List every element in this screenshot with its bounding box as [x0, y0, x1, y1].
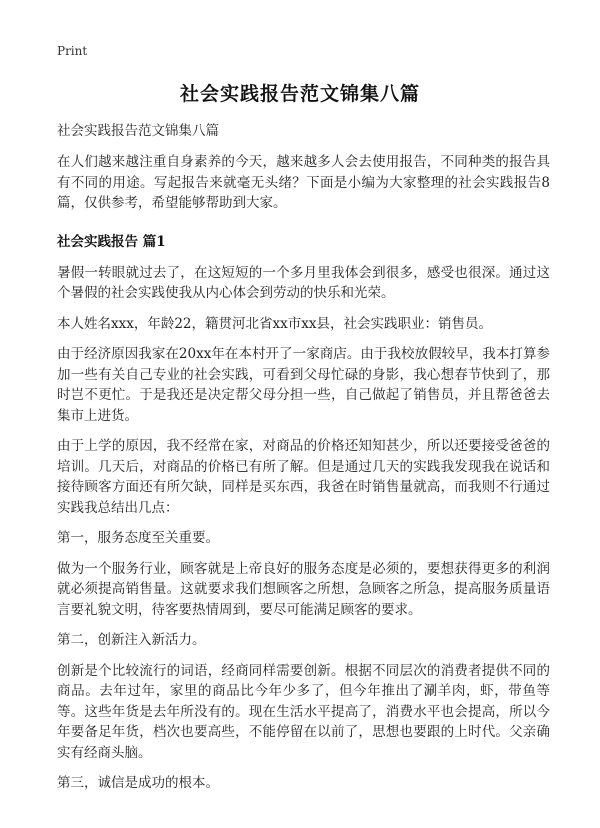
point-heading: 第二，创新注入新活力。	[57, 632, 206, 648]
section-heading: 社会实践报告 篇1	[57, 233, 166, 250]
paragraph: 本人姓名xxx，年龄22，籍贯河北省xx市xx县，社会实践职业：销售员。	[57, 315, 492, 332]
document-title: 社会实践报告范文锦集八篇	[179, 83, 420, 105]
paragraph: 暑假一转眼就过去了，在这短短的一个多月里我体会到很多，感受也很深。通过这个暑假的社会实践使我从内心体会到劳动的快乐和光荣。	[57, 264, 550, 301]
document-subtitle: 社会实践报告范文锦集八篇	[57, 123, 219, 139]
paragraph: 由于经济原因我家在20xx年在本村开了一家商店。由于我校放假较早，我本打算参加一些有关自己专业的社会实践，可看到父母忙碌的身影，我心想春节快到了，那时岂不更忙。于是我还是决定帮父母分担一些，自己做起了销售员，并且帮爸爸去集市上进货。	[57, 346, 550, 424]
intro-paragraph: 在人们越来越注重自身素养的今天，越来越多人会去使用报告，不同种类的报告具有不同的用途。写起报告来就毫无头绪？下面是小编为大家整理的社会实践报告8篇，仅供参考，希望能够帮助到大家。	[57, 154, 550, 211]
paragraph: 做为一个服务行业，顾客就是上帝良好的服务态度是必须的，要想获得更多的利润就必须提高销售量。这就要求我们想顾客之所想，急顾客之所急，提高服务质量语言要礼貌文明，待客要热情周到，要尽可能满足顾客的要求。	[57, 560, 550, 618]
point-heading: 第三，诚信是成功的根本。	[57, 775, 219, 791]
paragraph: 由于上学的原因，我不经常在家，对商品的价格还知知甚少，所以还要接受爸爸的培训。几天后，对商品的价格已有所了解。但是通过几天的实践我发现我在说话和接待顾客方面还有所欠缺，同样是买东西，我爸在时销售量就高，而我则不行通过实践我总结出几点：	[57, 438, 550, 516]
document-body	[57, 121, 550, 804]
point-heading: 第一，服务态度至关重要。	[57, 530, 219, 546]
paragraph: 创新是个比较流行的词语，经商同样需要创新。根据不同层次的消费者提供不同的商品。去年过年，家里的商品比今年少多了，但今年推出了涮羊肉，虾，带鱼等等。这些年货是去年所没有的。现在生活水平提高了，消费水平也会提高，所以今年要备足年货，档次也要高些，不能停留在以前了，思想也要跟的上时代。父亲确实有经商头脑。	[57, 662, 550, 761]
print-link[interactable]: Print	[57, 44, 88, 58]
